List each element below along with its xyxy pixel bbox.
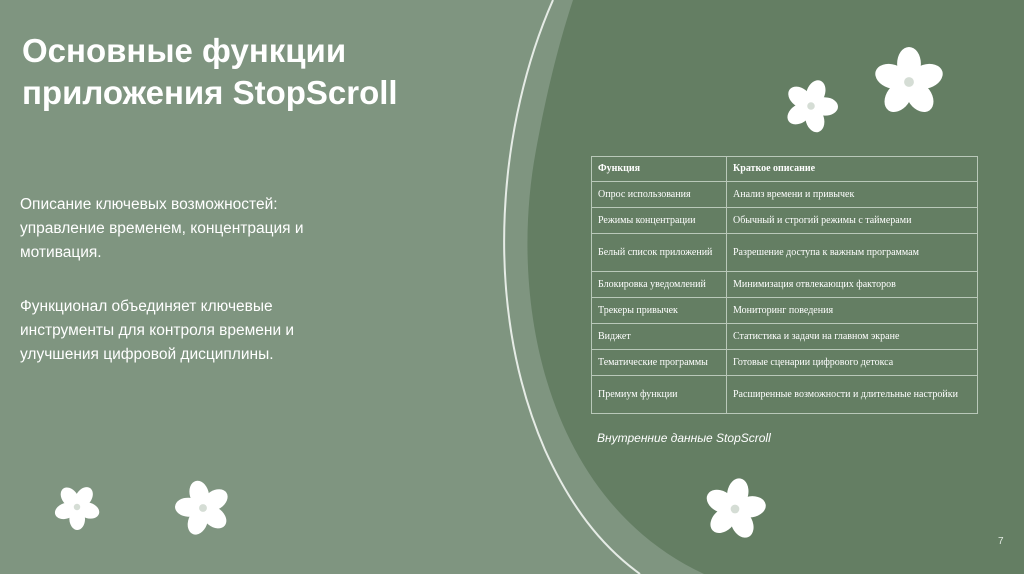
flower-icon	[784, 78, 838, 134]
features-table	[591, 156, 978, 414]
table-row	[592, 234, 978, 272]
table-row	[592, 272, 978, 298]
table-cell: Мониторинг поведения	[727, 298, 978, 324]
table-row	[592, 182, 978, 208]
table-cell: Минимизация отвлекающих факторов	[727, 272, 978, 298]
page-number: 7	[998, 536, 1004, 547]
table-cell: Обычный и строгий режимы с таймерами	[727, 208, 978, 234]
table-row	[592, 208, 978, 234]
table-row	[592, 350, 978, 376]
table-cell: Виджет	[592, 324, 727, 350]
table-cell: Расширенные возможности и длительные настройки	[727, 376, 978, 414]
table-row	[592, 324, 978, 350]
table-cell: Блокировка уведомлений	[592, 272, 727, 298]
flower-icon	[54, 484, 100, 530]
features-table-container	[591, 156, 978, 414]
table-cell: Статистика и задачи на главном экране	[727, 324, 978, 350]
table-cell: Трекеры привычек	[592, 298, 727, 324]
table-cell: Анализ времени и привычек	[727, 182, 978, 208]
flower-icon	[704, 478, 766, 540]
page-title: Основные функции приложения StopScroll	[22, 32, 398, 111]
summary-paragraph: Функционал объединяет ключевые инструменты для контроля времени и улучшения цифровой дисциплины.	[20, 298, 295, 363]
table-row	[592, 376, 978, 414]
flower-icon	[874, 46, 944, 118]
table-row	[592, 298, 978, 324]
table-cell: Премиум функции	[592, 376, 727, 414]
table-cell: Режимы концентрации	[592, 208, 727, 234]
description-paragraph: Описание ключевых возможностей: управление временем, концентрация и мотивация.	[20, 196, 304, 261]
table-header-cell: Функция	[592, 157, 727, 182]
table-cell: Белый список приложений	[592, 234, 727, 272]
table-header-row	[592, 157, 978, 182]
table-cell: Опрос использования	[592, 182, 727, 208]
table-caption: Внутренние данные StopScroll	[597, 431, 771, 445]
table-cell: Тематические программы	[592, 350, 727, 376]
table-cell: Готовые сценарии цифрового детокса	[727, 350, 978, 376]
table-cell: Разрешение доступа к важным программам	[727, 234, 978, 272]
flower-icon	[174, 480, 232, 536]
table-header-cell: Краткое описание	[727, 157, 978, 182]
